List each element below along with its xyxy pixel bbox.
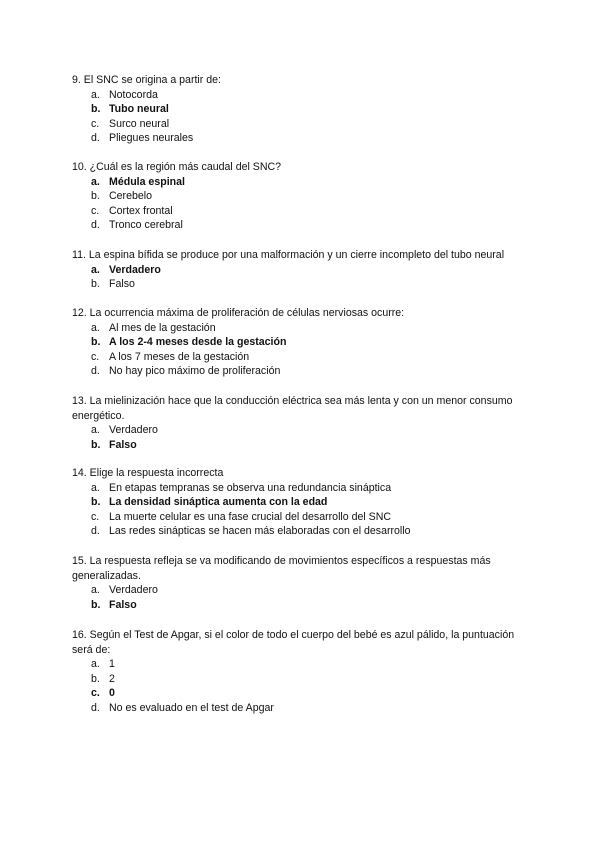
correct-answer-option: [72, 263, 532, 278]
question-stem: 16. Según el Test de Apgar, si el color de todo el cuerpo del bebé es azul pálido, la puntuación será de:: [72, 629, 515, 656]
question-stem: 13. La mielinización hace que la conducción eléctrica sea más lenta y con un menor consumo energético.: [72, 395, 513, 422]
option-letter: b.: [91, 598, 101, 611]
option-letter: b.: [91, 672, 100, 685]
question-16: [72, 628, 532, 716]
option-text: La densidad sináptica aumenta con la edad: [109, 496, 328, 509]
answer-option: [72, 131, 532, 146]
answer-option: [72, 321, 532, 336]
option-list: [72, 321, 532, 379]
question-stem: 12. La ocurrencia máxima de proliferación de células nerviosas ocurre:: [72, 307, 405, 319]
answer-option: [72, 117, 532, 132]
option-text: Verdadero: [109, 263, 161, 276]
option-letter: a.: [91, 263, 100, 276]
answer-option: [72, 218, 532, 233]
answer-option: [72, 350, 532, 365]
answer-option: [72, 510, 532, 525]
option-text: Al mes de la gestación: [109, 321, 216, 334]
option-text: Médula espinal: [109, 175, 185, 188]
option-letter: a.: [91, 321, 100, 334]
option-list: [72, 88, 532, 146]
option-letter: d.: [91, 365, 100, 378]
answer-option: [72, 277, 532, 292]
answer-option: [72, 364, 532, 379]
option-letter: a.: [91, 658, 100, 671]
question-stem: 15. La respuesta refleja se va modificando de movimientos específicos a respuestas más generalizadas.: [72, 555, 491, 582]
option-list: [72, 481, 532, 539]
correct-answer-option: [72, 175, 532, 190]
option-text: Falso: [109, 278, 135, 291]
option-text: A los 7 meses de la gestación: [109, 350, 250, 363]
option-letter: a.: [91, 88, 100, 101]
option-list: [72, 175, 532, 233]
correct-answer-option: [72, 686, 532, 701]
option-letter: b.: [91, 278, 100, 291]
option-text: A los 2-4 meses desde la gestación: [109, 336, 287, 349]
option-text: Notocorda: [109, 88, 158, 101]
question-stem: 10. ¿Cuál es la región más caudal del SNC?: [72, 161, 282, 173]
answer-option: [72, 481, 532, 496]
option-text: Pliegues neurales: [109, 132, 194, 145]
option-text: En etapas tempranas se observa una redundancia sináptica: [109, 481, 392, 494]
option-letter: d.: [91, 219, 100, 232]
option-text: 0: [109, 687, 115, 700]
option-text: Falso: [109, 438, 137, 451]
option-text: Las redes sinápticas se hacen más elaboradas con el desarrollo: [109, 525, 411, 538]
question-15: [72, 554, 532, 612]
question-9: [72, 73, 532, 146]
option-text: 2: [109, 672, 115, 685]
question-stem: 14. Elige la respuesta incorrecta: [72, 467, 224, 479]
option-text: Cortex frontal: [109, 204, 173, 217]
correct-answer-option: [72, 495, 532, 510]
answer-option: [72, 701, 532, 716]
option-list: [72, 583, 532, 612]
answer-option: [72, 189, 532, 204]
option-letter: d.: [91, 701, 100, 714]
correct-answer-option: [72, 438, 532, 453]
option-text: Falso: [109, 598, 137, 611]
option-letter: a.: [91, 584, 100, 597]
correct-answer-option: [72, 598, 532, 613]
option-text: No es evaluado en el test de Apgar: [109, 701, 274, 714]
answer-option: [72, 88, 532, 103]
question-11: [72, 248, 532, 292]
option-text: Tubo neural: [109, 103, 169, 116]
option-text: La muerte celular es una fase crucial del desarrollo del SNC: [109, 510, 392, 523]
option-letter: b.: [91, 438, 101, 451]
option-letter: b.: [91, 103, 101, 116]
question-stem: 9. El SNC se origina a partir de:: [72, 74, 221, 86]
answer-option: [72, 583, 532, 598]
answer-option: [72, 204, 532, 219]
answer-option: [72, 672, 532, 687]
answer-option: [72, 657, 532, 672]
option-letter: c.: [91, 687, 100, 700]
option-text: Verdadero: [109, 584, 158, 597]
question-10: [72, 160, 532, 233]
option-letter: c.: [91, 117, 100, 130]
option-text: No hay pico máximo de proliferación: [109, 365, 281, 378]
option-letter: b.: [91, 190, 100, 203]
correct-answer-option: [72, 335, 532, 350]
option-text: 1: [109, 658, 115, 671]
option-text: Tronco cerebral: [109, 219, 183, 232]
question-13: [72, 394, 532, 452]
option-letter: d.: [91, 525, 100, 538]
correct-answer-option: [72, 102, 532, 117]
option-letter: b.: [91, 336, 101, 349]
question-12: [72, 306, 532, 379]
question-14: [72, 466, 532, 539]
option-letter: a.: [91, 175, 100, 188]
option-letter: c.: [91, 350, 100, 363]
option-letter: a.: [91, 481, 100, 494]
option-list: [72, 423, 532, 452]
option-letter: d.: [91, 132, 100, 145]
option-list: [72, 657, 532, 715]
option-letter: c.: [91, 510, 100, 523]
option-letter: c.: [91, 204, 100, 217]
answer-option: [72, 524, 532, 539]
option-text: Cerebelo: [109, 190, 152, 203]
answer-option: [72, 423, 532, 438]
option-letter: b.: [91, 496, 101, 509]
option-text: Verdadero: [109, 424, 158, 437]
question-stem: 11. La espina bífida se produce por una malformación y un cierre incompleto del tubo neural: [72, 249, 505, 261]
option-list: [72, 263, 532, 292]
option-text: Surco neural: [109, 117, 170, 130]
option-letter: a.: [91, 424, 100, 437]
